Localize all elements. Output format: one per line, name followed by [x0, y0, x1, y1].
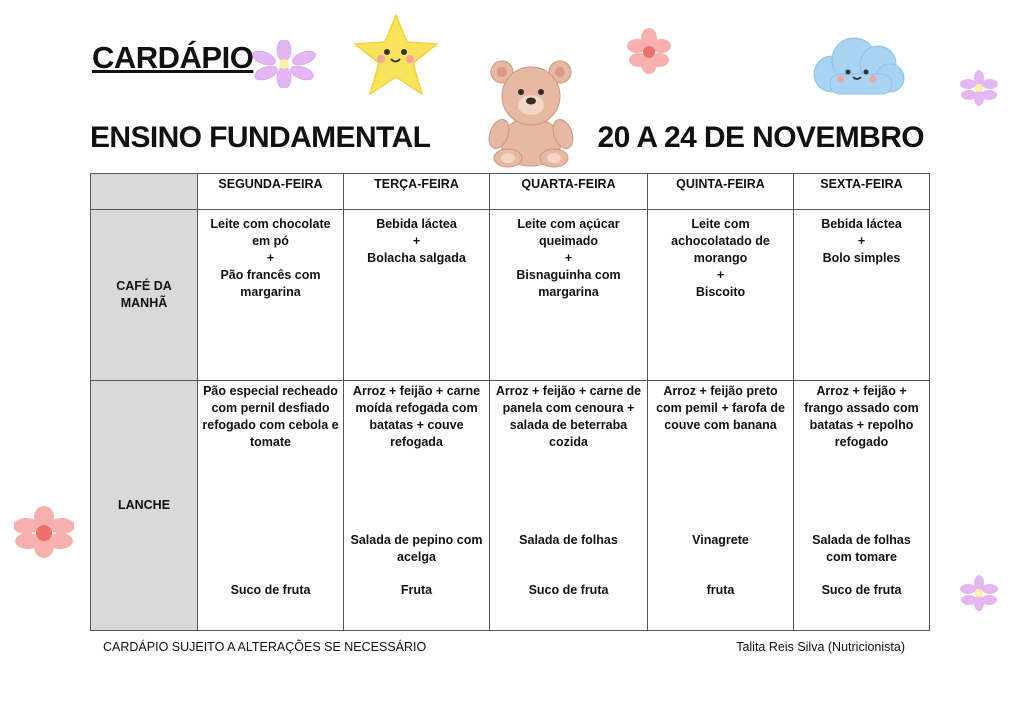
lilac-flower-icon [960, 70, 998, 106]
menu-item: Arroz + feijão preto [663, 384, 778, 398]
table-header-row [91, 174, 930, 210]
menu-cell [648, 210, 794, 381]
day-header: SEGUNDA-FEIRA [198, 174, 344, 210]
menu-item: + [857, 234, 866, 248]
meal-label-line: CAFÉ DA [116, 279, 172, 293]
menu-item: panela com cenoura + [502, 401, 635, 415]
lanche-side [798, 532, 925, 566]
table-corner-cell [91, 174, 198, 210]
menu-item: + [412, 234, 421, 248]
lanche-drink: Fruta [400, 583, 433, 597]
lanche-main [494, 383, 643, 451]
meal-label-line: MANHÃ [120, 296, 168, 310]
menu-cell [794, 381, 930, 631]
menu-item: Leite com [691, 217, 750, 231]
menu-item: Salada de folhas [812, 533, 911, 547]
lanche-drink: Suco de fruta [528, 583, 609, 597]
menu-item: Vinagrete [692, 533, 749, 547]
pink-flower-icon [627, 28, 671, 74]
menu-item: Arroz + feijão + [816, 384, 907, 398]
menu-item: Bisnaguinha com [516, 268, 621, 282]
menu-cell [794, 210, 930, 381]
page-title: CARDÁPIO [92, 40, 254, 75]
menu-item: em pó [252, 234, 289, 248]
day-header: TERÇA-FEIRA [344, 174, 490, 210]
day-header: QUARTA-FEIRA [490, 174, 648, 210]
menu-item: margarina [538, 285, 599, 299]
menu-item: + [266, 251, 275, 265]
star-icon [352, 12, 440, 98]
menu-item: achocolatado de [671, 234, 770, 248]
menu-cell [490, 210, 648, 381]
menu-item: + [716, 268, 725, 282]
menu-cell [490, 381, 648, 631]
week-dates: 20 A 24 DE NOVEMBRO [597, 121, 924, 154]
teddy-bear-icon [484, 58, 578, 168]
menu-cell [344, 210, 490, 381]
menu-item: refogado com cebola e [202, 418, 339, 432]
lanche-drink: fruta [706, 583, 735, 597]
lanche-drink: Suco de fruta [821, 583, 902, 597]
lanche-side [652, 532, 789, 549]
menu-item: frango assado com [804, 401, 919, 415]
menu-item: com pemil + farofa de [656, 401, 785, 415]
day-header: QUINTA-FEIRA [648, 174, 794, 210]
lanche-main [798, 383, 925, 451]
menu-item: com tomare [826, 550, 897, 564]
menu-item: Bebida láctea [821, 217, 902, 231]
menu-item: salada de beterraba [509, 418, 628, 432]
menu-item: refogada [390, 435, 443, 449]
lanche-drink: Suco de fruta [230, 583, 311, 597]
footer-note: CARDÁPIO SUJEITO A ALTERAÇÕES SE NECESSÁRIO [103, 640, 427, 654]
menu-item: Bolacha salgada [367, 251, 466, 265]
menu-cell [198, 210, 344, 381]
footer-signature: Talita Reis Silva (Nutricionista) [736, 640, 905, 654]
menu-item: Leite com açúcar [517, 217, 620, 231]
menu-item: com pernil desfiado [211, 401, 330, 415]
menu-cell [648, 381, 794, 631]
menu-item: + [564, 251, 573, 265]
menu-item: morango [693, 251, 748, 265]
lanche-side [494, 532, 643, 549]
menu-cell [198, 381, 344, 631]
lanche-main [348, 383, 485, 451]
menu-item: batatas + repolho [809, 418, 914, 432]
menu-item: Salada de folhas [519, 533, 618, 547]
lilac-flower-icon [960, 575, 998, 611]
menu-item: Bebida láctea [376, 217, 457, 231]
menu-item: queimado [538, 234, 599, 248]
lilac-flower-icon [252, 40, 316, 88]
menu-item: Leite com chocolate [210, 217, 331, 231]
table-row [91, 381, 930, 631]
day-header: SEXTA-FEIRA [794, 174, 930, 210]
menu-item: tomate [250, 435, 291, 449]
menu-item: Pão francês com [220, 268, 321, 282]
menu-cell [344, 381, 490, 631]
meal-label-lanche: LANCHE [91, 381, 198, 631]
menu-item: margarina [240, 285, 301, 299]
menu-table [90, 173, 930, 631]
lanche-side [348, 532, 485, 566]
menu-item: Salada de pepino com [350, 533, 483, 547]
menu-item: Bolo simples [822, 251, 901, 265]
lanche-main [202, 383, 339, 451]
menu-item: Pão especial recheado [203, 384, 338, 398]
meal-label-cafe [91, 210, 198, 381]
page-subtitle: ENSINO FUNDAMENTAL [90, 121, 431, 154]
pink-flower-icon [14, 506, 74, 558]
menu-item: acelga [397, 550, 436, 564]
cloud-icon [810, 34, 906, 100]
menu-item: Arroz + feijão + carne de [495, 384, 642, 398]
menu-item: couve com banana [664, 418, 777, 432]
menu-item: batatas + couve [369, 418, 464, 432]
menu-item: cozida [549, 435, 588, 449]
menu-item: Arroz + feijão + carne [352, 384, 481, 398]
table-row [91, 210, 930, 381]
menu-item: Biscoito [695, 285, 746, 299]
menu-item: refogado [834, 435, 889, 449]
menu-item: moída refogada com [355, 401, 478, 415]
lanche-main [652, 383, 789, 434]
